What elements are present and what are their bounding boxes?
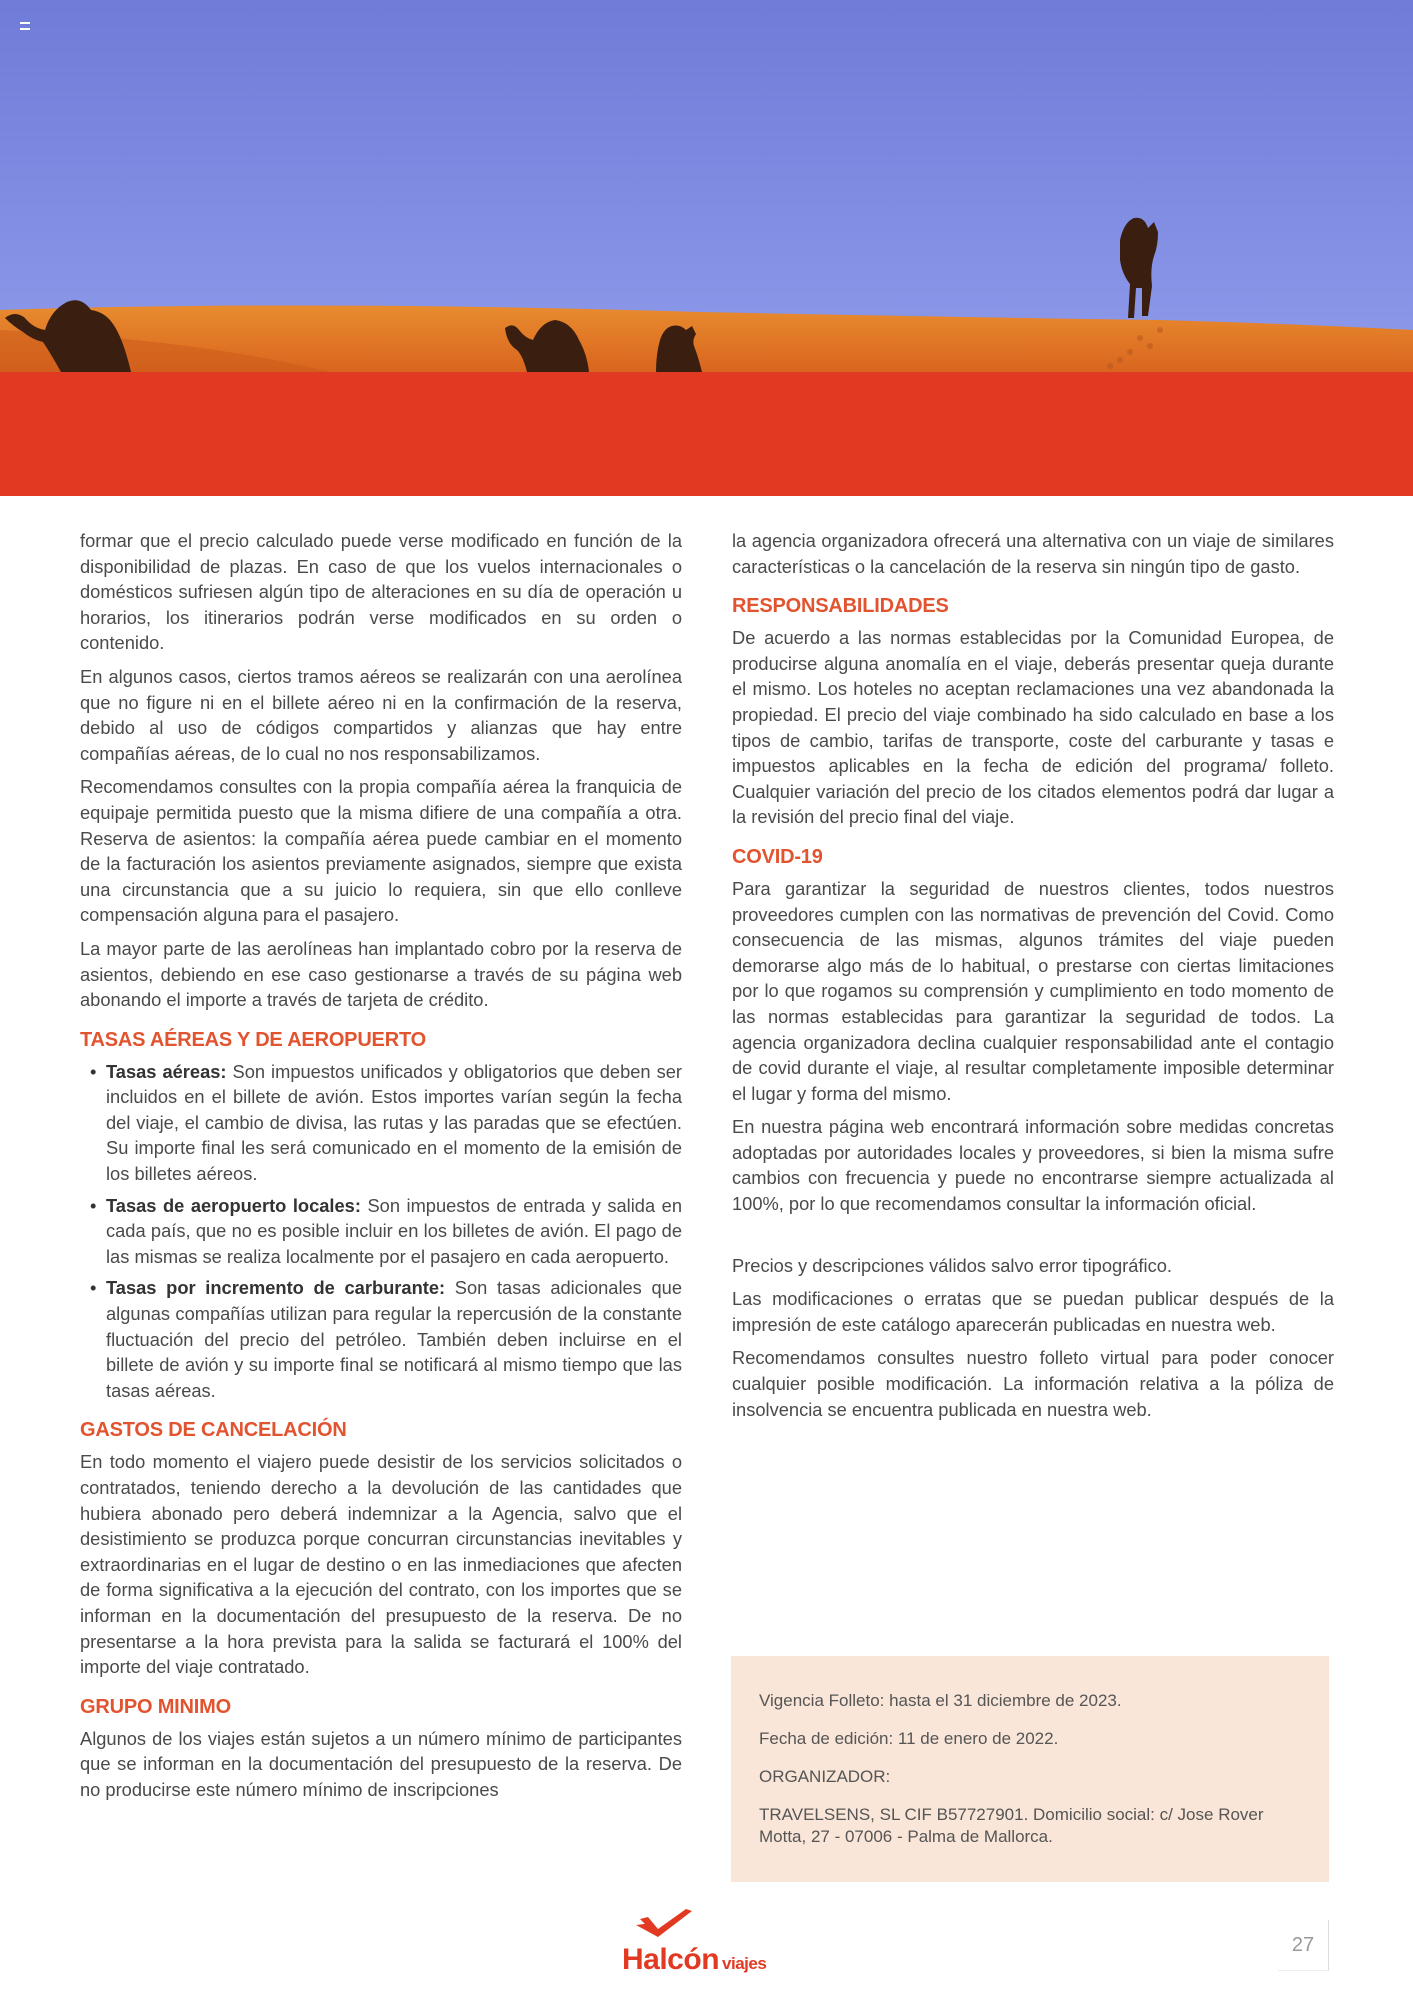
bullet-label: Tasas de aeropuerto locales: <box>106 1194 361 1216</box>
bullet-text: Son tasas adicionales que algunas compañías utilizan para regular la repercusión de la constante fluctuación del precio del petróleo. También deben incluirse en el billete de avión y su importe final se notificará al mismo tiempo que las tasas aéreas. <box>106 1277 682 1401</box>
paragraph-tramos-aereos: En algunos casos, ciertos tramos aéreos se realizarán con una aerolínea que no figure ni en el billete aéreo ni en la confirmación de la reserva, debido al uso de códigos compartidos y alianzas que hay entre compañías aéreas, de lo cual no nos responsabilizamos. <box>80 665 682 764</box>
bullet-text: Son impuestos de entrada y salida en cada país, que no es posible incluir en los billetes de avión. El pago de las mismas se realiza localmente por el pasajero en cada aeropuerto. <box>106 1194 682 1267</box>
info-box <box>731 1656 1329 1882</box>
paragraph-covid-2: En nuestra página web encontrará información sobre medidas concretas adoptadas por autoridades locales y proveedores, si bien la misma sufre cambios con frecuencia y puede no encontrarse siempre actualizada al 100%, por lo que recomendamos consultar la información oficial. <box>732 1116 1334 1215</box>
fecha-edicion-text: Fecha de edición: 11 de enero de 2022. <box>759 1729 1059 1748</box>
right-column <box>732 528 1334 1430</box>
list-item-tasas-aeropuerto <box>90 1193 682 1270</box>
paragraph-responsabilidades: De acuerdo a las normas establecidas por la Comunidad Europea, de producirse alguna anomalía en el viaje, deberás presentar queja durante el mismo. Los hoteles no aceptan reclamaciones una vez abandonada la propiedad. El precio del viaje combinado ha sido calculado en base a los tipos de cambio, tarifas de transporte, coste del carburante y tasas e impuestos aplicables en la fecha de edición del programa/ folleto. Cualquier variación del precio de los citados elementos podrá dar lugar a la revisión del precio final del viaje. <box>732 627 1334 828</box>
halcon-viajes-logo <box>620 1905 800 1975</box>
organizador-text: TRAVELSENS, SL CIF B57727901. Domicilio social: c/ Jose Rover Motta, 27 - 07006 - Palma de Mallorca. <box>759 1805 1264 1846</box>
paragraph-modificaciones: Las modificaciones o erratas que se puedan publicar después de la impresión de este catálogo aparecerán publicadas en nuestra web. <box>732 1288 1334 1335</box>
spacer <box>732 1225 1334 1253</box>
logo-check-icon <box>636 1909 696 1943</box>
paragraph-reserva-asientos: La mayor parte de las aerolíneas han implantado cobro por la reserva de asientos, debiendo en ese caso gestionarse a través de su página web abonando el importe a través de tarjeta de crédito. <box>80 937 682 1011</box>
bullet-label: Tasas por incremento de carburante: <box>106 1277 446 1299</box>
heading-gastos-cancelacion: GASTOS DE CANCELACIÓN <box>80 1419 347 1442</box>
list-item-tasas-carburante <box>90 1275 682 1403</box>
paragraph-grupo-minimo: Algunos de los viajes están sujetos a un número mínimo de participantes que se informan en la documentación del presupuesto de la reserva. De no producirse este número mínimo de inscripciones <box>80 1727 682 1800</box>
tasas-list <box>80 1059 682 1404</box>
paragraph-alternativa: la agencia organizadora ofrecerá una alternativa con un viaje de similares características o la cancelación de la reserva sin ningún tipo de gasto. <box>732 530 1334 577</box>
heading-tasas: TASAS AÉREAS Y DE AEROPUERTO <box>80 1028 426 1051</box>
heading-covid: COVID-19 <box>732 845 823 868</box>
list-item-tasas-aereas <box>90 1059 682 1187</box>
paragraph-equipaje: Recomendamos consultes con la propia compañía aérea la franquicia de equipaje permitida puesto que la misma difiere de una compañía a otra. Reserva de asientos: la compañía aérea puede cambiar en el momento de la facturación los asientos previamente asignados, siempre que exista una circunstancia que a su juicio lo requiera, sin que ello conlleve compensación alguna para el pasajero. <box>80 776 682 926</box>
hero-photo <box>0 0 1413 372</box>
vigencia-text: Vigencia Folleto: hasta el 31 diciembre de 2023. <box>759 1691 1122 1710</box>
organizador-label: ORGANIZADOR: <box>759 1767 891 1786</box>
logo-suffix: viajes <box>722 1954 767 1973</box>
bullet-text: Son impuestos unificados y obligatorios que deben ser incluidos en el billete de avión. Estos importes varían según la fecha del viaje, el cambio de divisa, las rutas y las paradas que se efectúen. Su importe final les será comunicado en el momento de la emisión de los billetes aéreos. <box>106 1060 682 1185</box>
bullet-label: Tasas aéreas: <box>106 1060 227 1082</box>
paragraph-covid-1: Para garantizar la seguridad de nuestros clientes, todos nuestros proveedores cumplen con las normativas de prevención del Covid. Como consecuencia de las mismas, algunos trámites del viaje pueden demorarse algo más de lo habitual, o prestarse con ciertas limitaciones por lo que rogamos su comprensión y cumplimiento en todo momento de las normas establecidas para garantizar la seguridad de todos. La agencia organizadora declina cualquier responsabilidad ante el contagio de covid durante el viaje, al resultar completamente imposible determinar el lugar y forma del mismo. <box>732 877 1334 1104</box>
paragraph-precio: formar que el precio calculado puede verse modificado en función de la disponibilidad de plazas. En caso de que los vuelos internacionales o domésticos sufriesen algún tipo de alteraciones en su día de operación u horarios, los itinerarios podrán verse modificados en su orden o contenido. <box>80 530 682 654</box>
heading-responsabilidades: RESPONSABILIDADES <box>732 595 949 618</box>
desert-camels-image <box>0 0 1413 372</box>
corner-mark <box>20 22 30 30</box>
paragraph-gastos-cancelacion: En todo momento el viajero puede desistir de los servicios solicitados o contratados, teniendo derecho a la devolución de las cantidades que hubiera abonado pero deberá indemnizar a la Agencia, salvo que el desistimiento se produzca porque concurran circunstancias inevitables y extraordinarias en el lugar de destino o en las inmediaciones que afecten de forma significativa a la ejecución del contrato, con los importes que se informan en la documentación del presupuesto de la reserva. De no presentarse a la hora prevista para la salida se facturará el 100% del importe del viaje contratado. <box>80 1451 682 1678</box>
logo-name: Halcón <box>622 1943 720 1976</box>
red-band <box>0 372 1413 496</box>
paragraph-folleto-virtual: Recomendamos consultes nuestro folleto virtual para poder conocer cualquier posible modificación. La información relativa a la póliza de insolvencia se encuentra publicada en nuestra web. <box>732 1347 1334 1420</box>
page-number: 27 <box>1278 1920 1329 1971</box>
left-column <box>80 528 682 1811</box>
logo-wordmark <box>622 1943 766 1977</box>
heading-grupo-minimo: GRUPO MINIMO <box>80 1695 231 1718</box>
paragraph-precios: Precios y descripciones válidos salvo error tipográfico. <box>732 1254 1172 1276</box>
